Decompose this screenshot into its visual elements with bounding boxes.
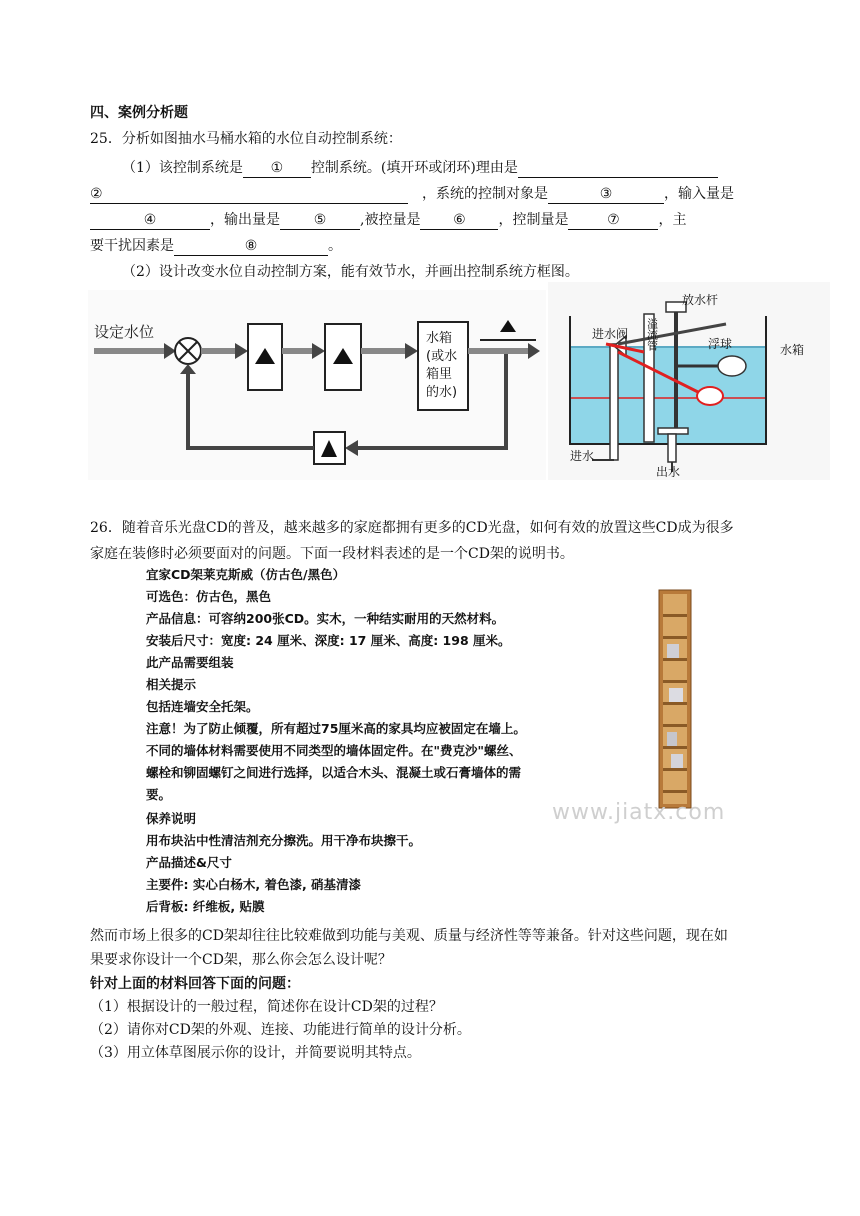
q25-line-2 (90, 185, 734, 204)
q25-p3-a: ，输出量是 (210, 212, 280, 228)
q26-after-2: 果要求你设计一个CD架，那么你会怎么设计呢？ (90, 952, 392, 968)
spec-line-2: 可选色：仿古色，黑色 (146, 589, 272, 604)
q25-p2-b: ，输入量是 (664, 186, 734, 202)
float-ball-lower (697, 387, 723, 405)
label-water-out: 出水 (656, 465, 681, 479)
q26-stem-1: 26．随着音乐光盘CD的普及，越来越多的家庭都拥有更多的CD光盘，如何有效的放置这些CD成为很多 (90, 520, 734, 536)
label-drain-rod: 放水杆 (682, 293, 719, 307)
label-float: 浮球 (708, 337, 733, 351)
tank-label-1: 水箱 (426, 331, 453, 346)
q26-question-1: （1）根据设计的一般过程，简述你在设计CD架的过程？ (90, 999, 443, 1015)
q26-question-3: （3）用立体草图展示你的设计，并简要说明其特点。 (90, 1045, 421, 1061)
spec-line-1: 宜家CD架莱克斯威（仿古色/黑色） (146, 567, 346, 582)
spec-line-9: 不同的墙体材料需要使用不同类型的墙体固定件。在"费克沙"螺丝、 (146, 743, 522, 758)
q25-p1-b: 控制系统。(填开环或闭环)理由是 (310, 160, 518, 176)
tank-label-3: 箱里 (426, 367, 453, 382)
spec-line-8: 注意！为了防止倾覆，所有超过75厘米高的家具均应被固定在墙上。 (146, 721, 526, 736)
blank-4: ④ (90, 211, 210, 230)
blank-2-start (518, 159, 718, 178)
blank-3: ③ (548, 185, 664, 204)
label-tank: 水箱 (780, 343, 805, 357)
spec-line-10: 螺栓和铆固螺钉之间进行选择，以适合木头、混凝土或石膏墙体的需 (146, 765, 522, 780)
label-inlet-valve: 进水阀 (592, 327, 629, 341)
control-block-diagram (88, 290, 546, 480)
input-label: 设定水位 (94, 323, 155, 341)
q25-line-1 (122, 159, 718, 178)
q25-p3-c: ，控制量是 (498, 212, 569, 228)
blank-7: ⑦ (568, 211, 658, 230)
q25-p3-b: ,被控量是 (360, 212, 421, 228)
spec-line-7: 包括连墙安全托架。 (146, 699, 259, 714)
spec-line-14: 产品描述&尺寸 (146, 855, 232, 870)
watermark: www.jiatx.com (552, 800, 726, 825)
blank-2: ② (90, 185, 408, 204)
tank-label-2: (或水 (426, 349, 458, 364)
label-overflow-pipe: 溢流管 (645, 318, 659, 351)
q25-p4-a: 要干扰因素是 (90, 238, 174, 254)
spec-line-15: 主要件: 实心白杨木, 着色漆, 硝基清漆 (146, 877, 362, 892)
blank-5: ⑤ (280, 211, 360, 230)
q25-line-4 (90, 237, 342, 256)
spec-line-6: 相关提示 (146, 677, 197, 692)
spec-line-12: 保养说明 (146, 811, 197, 826)
cd-rack-image (656, 588, 694, 810)
q25-p2-a: ，系统的控制对象是 (422, 186, 548, 202)
spec-line-5: 此产品需要组装 (146, 655, 234, 670)
q25-line-3 (90, 211, 686, 230)
spec-line-16: 后背板: 纤维板, 贴膜 (146, 899, 265, 914)
q25-p3-d: ，主 (658, 212, 687, 228)
q26-question-2: （2）请你对CD架的外观、连接、功能进行简单的设计分析。 (90, 1022, 471, 1038)
blank-8: ⑧ (174, 237, 328, 256)
q25-part-2: （2）设计改变水位自动控制方案，能有效节水，并画出控制系统方框图。 (122, 264, 579, 280)
q25-stem: 25．分析如图抽水马桶水箱的水位自动控制系统： (90, 131, 402, 147)
spec-line-3: 产品信息：可容纳200张CD。实木，一种结实耐用的天然材料。 (146, 611, 505, 626)
spec-line-13: 用布块沾中性清洁剂充分擦洗。用干净布块擦干。 (146, 833, 422, 848)
q25-p4-b: 。 (328, 238, 342, 254)
spec-line-4: 安装后尺寸：宽度: 24 厘米、深度: 17 厘米、高度: 198 厘米。 (146, 633, 511, 648)
label-water-in: 进水 (570, 449, 595, 463)
blank-1: ① (243, 159, 311, 178)
q26-questions-title: 针对上面的材料回答下面的问题： (90, 976, 300, 992)
q25-p1-a: （1）该控制系统是 (122, 160, 243, 176)
tank-label-4: 的水) (426, 385, 458, 400)
float-ball-upper (718, 356, 746, 376)
toilet-tank-figure (548, 282, 830, 480)
section-title: 四、案例分析题 (90, 105, 188, 121)
spec-line-11: 要。 (146, 787, 172, 802)
q26-after-1: 然而市场上很多的CD架却往往比较难做到功能与美观、质量与经济性等等兼备。针对这些问题，现在如 (90, 928, 728, 944)
blank-6: ⑥ (420, 211, 498, 230)
q26-stem-2: 家庭在装修时必须要面对的问题。下面一段材料表述的是一个CD架的说明书。 (90, 546, 574, 562)
